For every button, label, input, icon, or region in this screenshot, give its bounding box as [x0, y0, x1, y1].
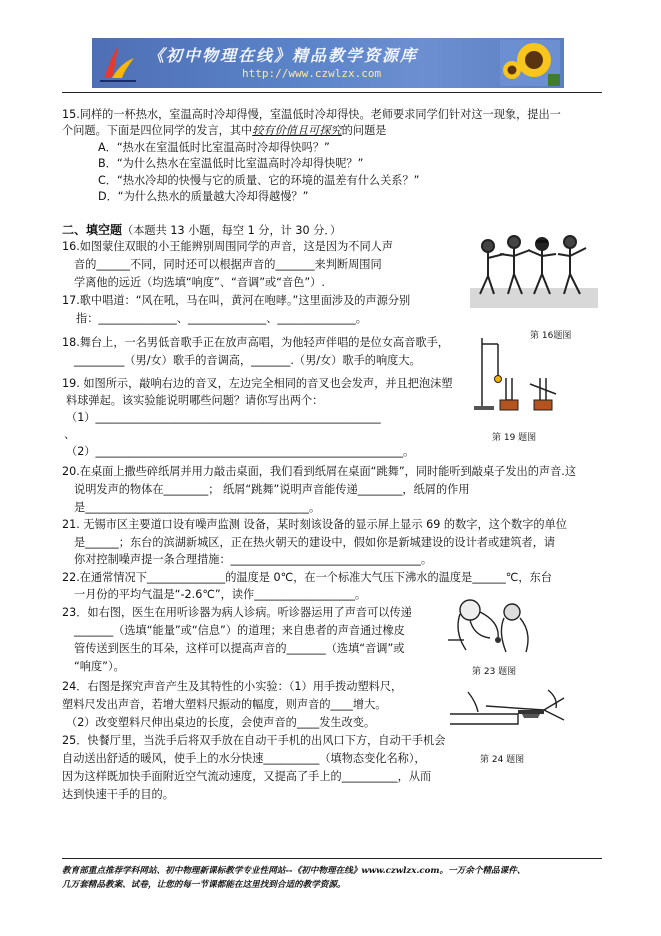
- q17-line2: 指：______________、______________、______________。: [76, 312, 367, 325]
- q19-line1: 19. 如图所示，敲响右边的音叉，左边完全相同的音叉也会发声，并且把泡沫塑: [62, 377, 453, 390]
- children-playing-figure: [470, 228, 598, 308]
- q23-caption: 第 23 题图: [472, 667, 517, 677]
- q16-line2: 音的______不同，同时还可以根据声音的_______来判断周围同: [74, 258, 382, 271]
- q21-line3: 你对控制噪声提一条合理措施：__________________________________。: [74, 553, 433, 566]
- q19-separator: 、: [64, 428, 76, 441]
- q25-line3: 因为这样既加快手面附近空气流动速度，又提高了手上的__________，从而: [62, 770, 432, 783]
- q24-line1: 24．右图是探究声音产生及其特性的小实验：（1）用手拨动塑料尺，: [62, 680, 403, 693]
- header-banner: [92, 38, 564, 88]
- q15-option-d: D．“为什么热水的质量越大冷却得越慢？”: [98, 190, 309, 203]
- q15-emphasis: 较有价值且可探究: [252, 124, 342, 137]
- q20-line2: 说明发声的物体在________； 纸屑“跳舞”说明声音能传递________，纸屑的作用: [74, 483, 470, 496]
- sunflower-icon: [500, 40, 560, 86]
- q24-line3: （2）改变塑料尺伸出桌边的长度，会使声音的____发生改变。: [66, 716, 376, 729]
- q15-option-a: A．“热水在室温低时比室温高时冷却得快吗？”: [98, 141, 330, 154]
- q16-line3: 学离他的远近（均选填“响度”、“音调”或“音色”）.: [74, 276, 325, 289]
- q25-line4: 达到快速干手的目的。: [62, 788, 174, 801]
- section-heading: 二、填空题（本题共 13 小题，每空 1 分，计 30 分．）: [62, 223, 342, 237]
- q19-line2: 料球弹起。该实验能说明哪些问题？请你写出两个：: [66, 394, 324, 407]
- banner-url[interactable]: http://www.czwlzx.com: [242, 67, 382, 80]
- q15-option-b: B．“为什么热水在室温低时比室温高时冷却得快呢？”: [98, 157, 364, 170]
- ruler-vibration-figure: [448, 684, 572, 734]
- site-logo-icon: [96, 42, 140, 84]
- tuning-forks-figure: [470, 334, 566, 420]
- q23-line3: 管传送到医生的耳朵，这样可以提高声音的_______（选填“音调”或: [74, 642, 405, 655]
- q21-line2: 是______；东台的滨湖新城区，正在热火朝天的建设中，假如你是新城建设的设计者或建筑者，请: [74, 536, 556, 549]
- q17-line1: 17.歌中唱道：“风在吼，马在叫，黄河在咆哮。”这里面涉及的声源分别: [62, 294, 411, 307]
- q21-line1: 21. 无锡市区主要道口设有噪声监测 设备，某时刻该设备的显示屏上显示 69 的数字，这个数字的单位: [62, 518, 567, 531]
- q15-line2: 个问题。下面是四位同学的发言，其中较有价值且可探究的问题是: [62, 124, 387, 137]
- q16-line1: 16.如图蒙住双眼的小王能辨别周围同学的声音，这是因为不同人声: [62, 240, 394, 253]
- footer-line1: 教育部重点推荐学科网站、初中物理新课标教学专业性网站--《初中物理在线》www.czwlzx.com。一万余个精品课件、: [62, 866, 526, 876]
- stethoscope-figure: [440, 592, 540, 658]
- q19-caption: 第 19 题图: [492, 433, 537, 443]
- banner-title: 《初中物理在线》精品教学资源库: [148, 46, 419, 65]
- q19-answer1: （1）___________________________________________________: [66, 411, 381, 424]
- q18-line2: _________（男/女）歌手的音调高，_______.（男/女）歌手的响度大。: [74, 354, 421, 367]
- q15-line1: 15.同样的一杯热水，室温高时冷却得慢，室温低时冷却得快。老师要求同学们针对这一现象，提出一: [62, 108, 561, 121]
- q25-line2: 自动送出舒适的暖风，使手上的水分快速__________（填物态变化名称），: [62, 752, 426, 765]
- q23-line1: 23．如右图，医生在用听诊器为病人诊病。听诊器运用了声音可以传递: [62, 606, 412, 619]
- q22-line1: 22.在通常情况下______________的温度是 0℃，在一个标准大气压下沸水的温度是______℃，东台: [62, 571, 552, 584]
- q18-line1: 18.舞台上，一名男低音歌手正在放声高唱，为他轻声伴唱的是位女高音歌手，: [62, 336, 449, 349]
- q20-line3: 是________________________________________。: [74, 501, 321, 514]
- q15-option-c: C．“热水冷却的快慢与它的质量、它的环境的温差有什么关系？”: [98, 174, 420, 187]
- q22-line2: 一月份的平均气温是“-2.6℃”，读作__________________。: [74, 588, 367, 601]
- q20-line1: 20.在桌面上撒些碎纸屑并用力敲击桌面，我们看到纸屑在桌面“跳舞”，同时能听到敲桌子发出的声音.这: [62, 465, 577, 478]
- q25-line1: 25．快餐厅里，当洗手后将双手放在自动干手机的出风口下方，自动干手机会: [62, 734, 446, 747]
- q24-line2: 塑料尺发出声音，若增大塑料尺振动的幅度，则声音的____增大。: [62, 698, 387, 711]
- footer-line2: 几万套精品教案、试卷，让您的每一节课都能在这里找到合适的教学资源。: [62, 880, 346, 890]
- q23-line2: _______（选填“能量”或“信息”）的道理；来自患者的声音通过橡皮: [74, 624, 405, 637]
- q16-caption: 第 16题图: [530, 331, 572, 341]
- header-rule: [62, 92, 602, 93]
- q24-caption: 第 24 题图: [480, 755, 525, 765]
- q23-line4: “响度”）。: [74, 660, 125, 673]
- q19-answer2: （2）_______________________________________________________。: [66, 445, 415, 458]
- footer-rule: [62, 858, 602, 859]
